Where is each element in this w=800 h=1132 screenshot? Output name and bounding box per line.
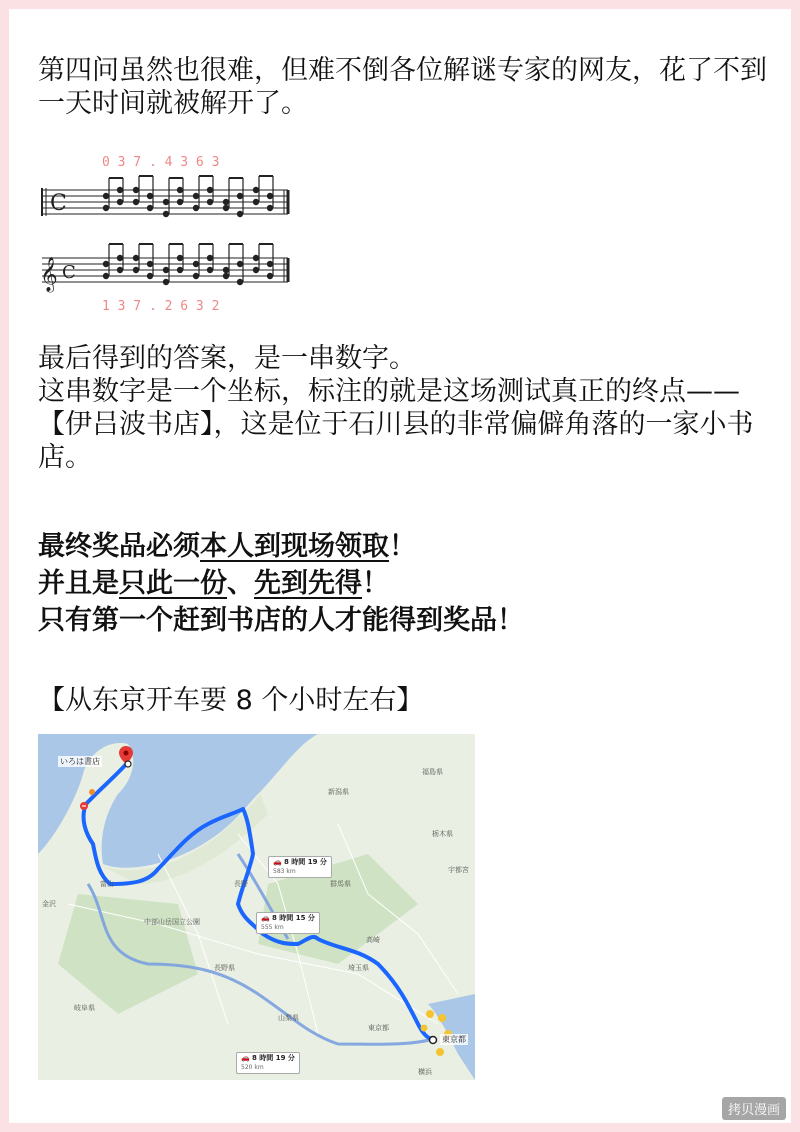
label-nagano: 長野 xyxy=(234,880,248,888)
label-takasaki: 高崎 xyxy=(366,936,380,944)
watermark: 拷贝漫画 xyxy=(722,1097,786,1120)
paragraph-answer xyxy=(38,342,768,474)
origin-dot xyxy=(125,761,131,767)
notice-line-1 xyxy=(38,528,768,565)
car-icon: 🚗 xyxy=(273,858,282,866)
route-card-2[interactable] xyxy=(256,912,320,934)
treble-clef-icon: 𝄞 xyxy=(40,257,58,292)
label-tokyo: 東京都 xyxy=(368,1024,389,1032)
destination-label: 東京都 xyxy=(442,1035,466,1044)
route-2-time: 8 時間 15 分 xyxy=(271,914,315,922)
answer-line-2: 这串数字是一个坐标，标注的就是这场测试真正的终点——【伊吕波书店】，这是位于石川县的非常偏僻角落的一家小书店。 xyxy=(38,376,754,473)
bottom-digits: 1 3 7 . 2 6 3 2 xyxy=(102,299,220,314)
label-kanazawa: 金沢 xyxy=(42,900,56,908)
route-1-time: 8 時間 19 分 xyxy=(283,858,327,866)
notice-2-end: ！ xyxy=(362,568,389,599)
notice-line-2 xyxy=(38,565,768,602)
label-saitama: 埼玉県 xyxy=(348,964,369,972)
route-3-time: 8 時間 19 分 xyxy=(251,1054,295,1062)
top-digits: 0 3 7 . 4 3 6 3 xyxy=(102,155,220,170)
label-fukushima: 福島県 xyxy=(422,768,443,776)
notice-2-sep: 、 xyxy=(227,568,254,599)
destination-dot[interactable] xyxy=(430,1037,437,1044)
label-toyama: 富山 xyxy=(100,880,114,888)
label-yamanashi: 山梨県 xyxy=(278,1014,299,1022)
label-gunma: 群馬県 xyxy=(330,880,351,888)
traffic-icon xyxy=(89,789,95,795)
time-signature-icon: C xyxy=(62,262,76,283)
label-tochigi: 栃木県 xyxy=(432,830,453,838)
notice-2-underline-1: 只此一份 xyxy=(119,568,227,599)
bold-notice xyxy=(38,528,768,639)
label-niigata: 新潟県 xyxy=(328,788,349,796)
notice-2-underline-2: 先到先得 xyxy=(254,568,362,599)
origin-label: いろは書店 xyxy=(60,757,100,766)
route-card-1[interactable] xyxy=(268,856,332,878)
route-card-3[interactable] xyxy=(236,1052,300,1074)
label-gifu: 岐阜県 xyxy=(74,1004,95,1012)
notice-1-underline: 本人到现场领取 xyxy=(200,531,389,562)
notice-1-text: 最终奖品必须 xyxy=(38,531,200,562)
route-map[interactable] xyxy=(38,734,475,1080)
map-canvas xyxy=(38,734,475,1080)
music-score xyxy=(36,150,306,320)
notice-1-end: ！ xyxy=(389,531,416,562)
route-1-distance: 583 km xyxy=(273,868,296,875)
paragraph-drive: 【从东京开车要 8 个小时左右】 xyxy=(38,685,424,716)
label-nagano-pref: 長野県 xyxy=(214,964,235,972)
car-icon: 🚗 xyxy=(241,1054,250,1062)
notice-2-text: 并且是 xyxy=(38,568,119,599)
route-3-distance: 520 km xyxy=(241,1064,264,1071)
c-clef-icon: C xyxy=(50,191,67,216)
answer-line-1: 最后得到的答案，是一串数字。 xyxy=(38,343,416,374)
notice-line-3: 只有第一个赶到书店的人才能得到奖品！ xyxy=(38,605,524,636)
label-chubu: 中部山岳国立公園 xyxy=(144,918,200,926)
paragraph-intro: 第四问虽然也很难，但难不倒各位解谜专家的网友，花了不到一天时间就被解开了。 xyxy=(38,55,767,119)
route-2-distance: 555 km xyxy=(261,924,284,931)
label-yokohama: 横浜 xyxy=(418,1068,432,1076)
car-icon: 🚗 xyxy=(261,914,270,922)
label-utsunomiya: 宇都宮 xyxy=(448,866,469,874)
